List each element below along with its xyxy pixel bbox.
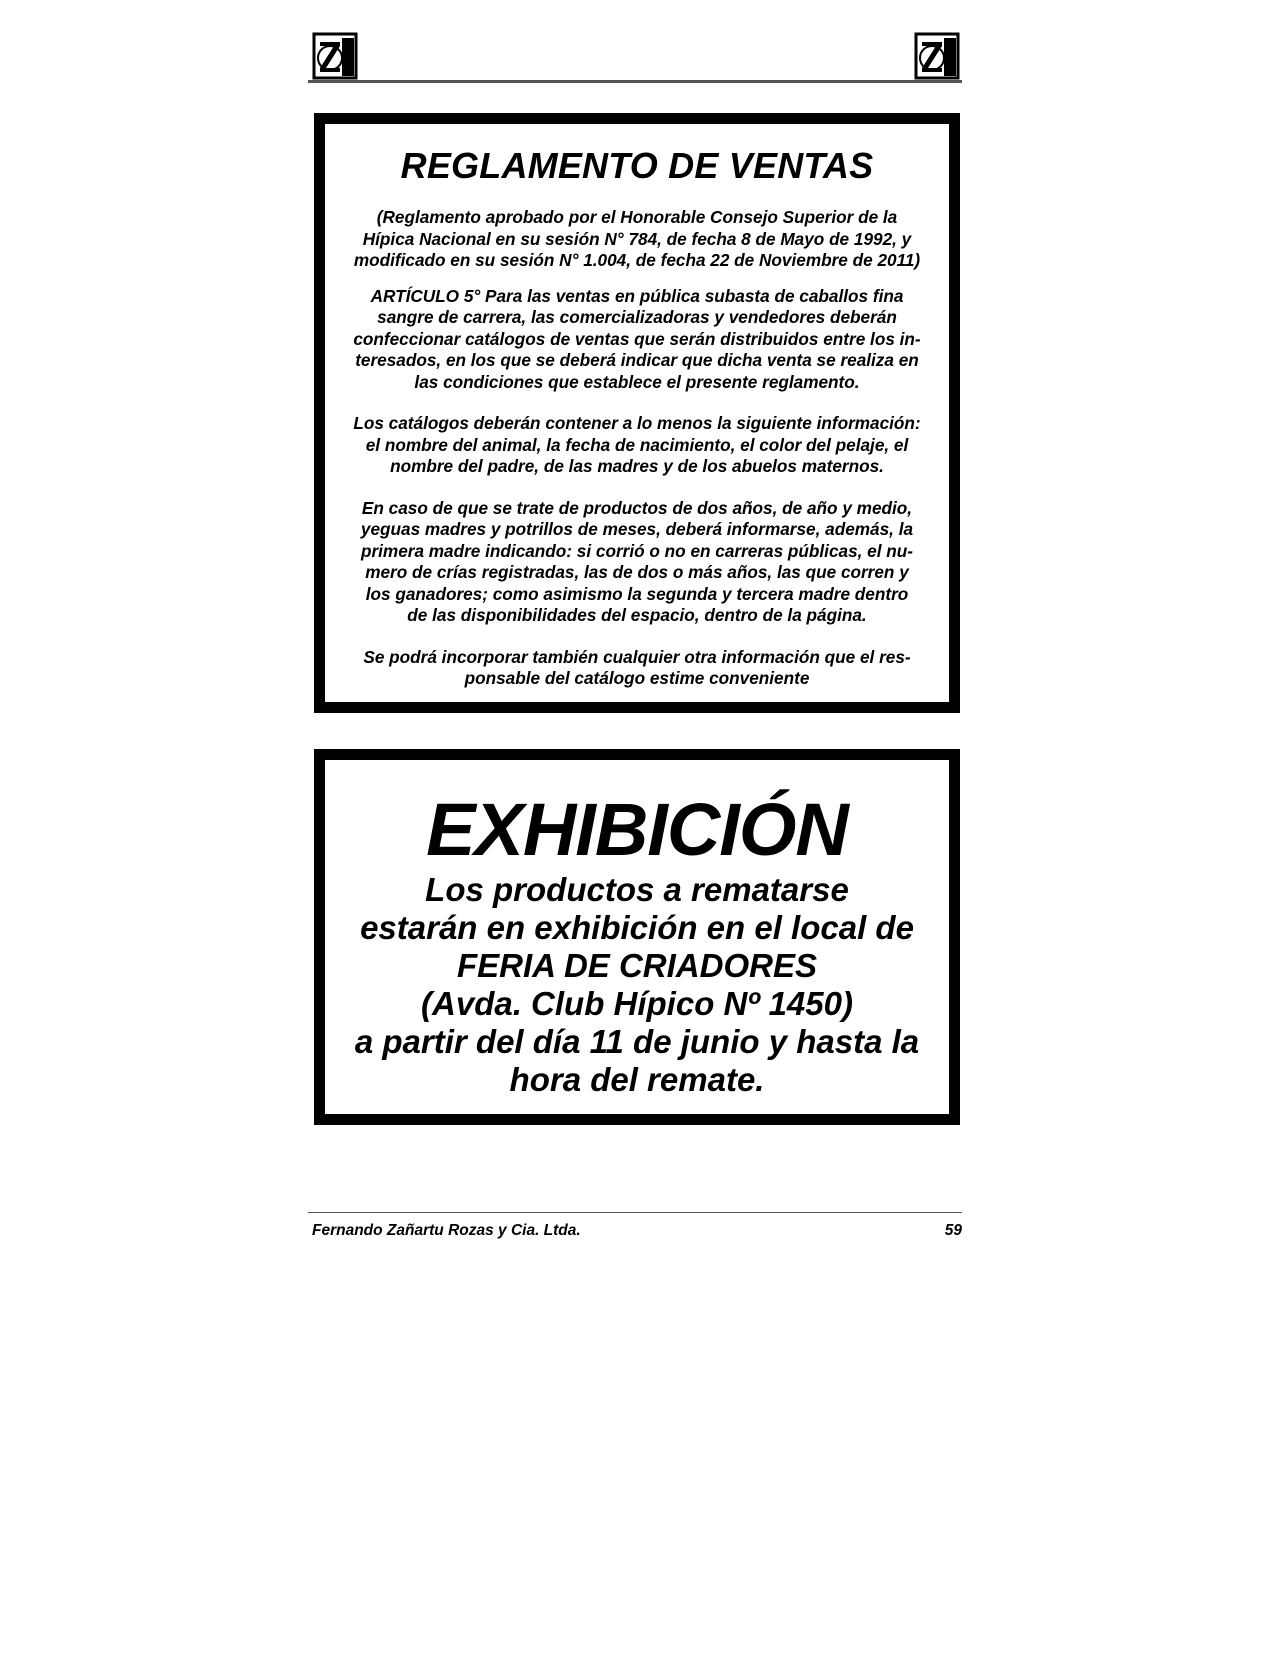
exhibicion-box [314,749,960,1125]
footer-divider [308,1212,962,1213]
text-line: primera madre indicando: si corrió o no en carreras públicas, el nu- [360,540,914,561]
text-line: (Reglamento aprobado por el Honorable Consejo Superior de la [376,207,898,227]
text-line: confeccionar catálogos de ventas que serán distribuidos entre los in- [353,328,921,349]
exhibicion-line: (Avda. Club Hípico Nº 1450) [421,985,853,1022]
text-line: los ganadores; como asimismo la segunda y tercera madre dentro [365,583,909,604]
text-line: En caso de que se trate de productos de dos años, de año y medio, [361,497,913,518]
text-line: modificado en su sesión N° 1.004, de fecha 22 de Noviembre de 2011) [353,250,921,270]
articulo-paragraph [328,286,946,394]
page-header [308,32,962,86]
reglamento-box [314,113,960,713]
text-line: Se podrá incorporar también cualquier otra información que el res- [363,646,911,667]
reglamento-title: REGLAMENTO DE VENTAS [400,145,874,186]
otra-informacion-paragraph [328,647,946,690]
text-line: de las disponibilidades del espacio, dentro de la página. [407,605,867,625]
text-line: ponsable del catálogo estime conveniente [464,668,810,688]
exhibicion-line: FERIA DE CRIADORES [457,947,817,984]
zanartu-logo-icon [914,32,962,82]
text-line: las condiciones que establece el presente reglamento. [414,371,860,392]
text-line: Los catálogos deberán contener a lo menos la siguiente información: [353,413,921,433]
text-line: el nombre del animal, la fecha de nacimiento, el color del pelaje, el [365,434,909,455]
header-divider [308,80,962,83]
text-line: yeguas madres y potrillos de meses, deberá informarse, además, la [360,519,914,539]
exhibicion-line: hora del remate. [509,1061,765,1098]
text-line: nombre del padre, de las madres y de los abuelos maternos. [390,456,884,476]
footer-company-name: Fernando Zañartu Rozas y Cia. Ltda. [312,1222,581,1239]
page-number: 59 [944,1222,962,1239]
exhibicion-line: Los productos a rematarse [425,871,849,908]
catalogos-paragraph [328,413,946,478]
page-footer [308,1212,962,1242]
text-line: mero de crías registradas, las de dos o más años, las que corren y [365,562,909,582]
exhibicion-line: a partir del día 11 de junio y hasta la [354,1023,920,1060]
text-line: ARTÍCULO 5° Para las ventas en pública subasta de caballos fina [370,285,904,306]
reglamento-subtitle [328,207,946,272]
zanartu-logo-icon [312,32,360,82]
exhibicion-title: EXHIBICIÓN [426,788,848,871]
text-line: Hípica Nacional en su sesión N° 784, de fecha 8 de Mayo de 1992, y [362,228,912,249]
caso-paragraph [328,498,946,627]
text-line: teresados, en los que se deberá indicar que dicha venta se realiza en [355,350,919,370]
exhibicion-line: estarán en exhibición en el local de [360,909,914,946]
text-line: sangre de carrera, las comercializadoras y vendedores deberán [377,307,897,327]
